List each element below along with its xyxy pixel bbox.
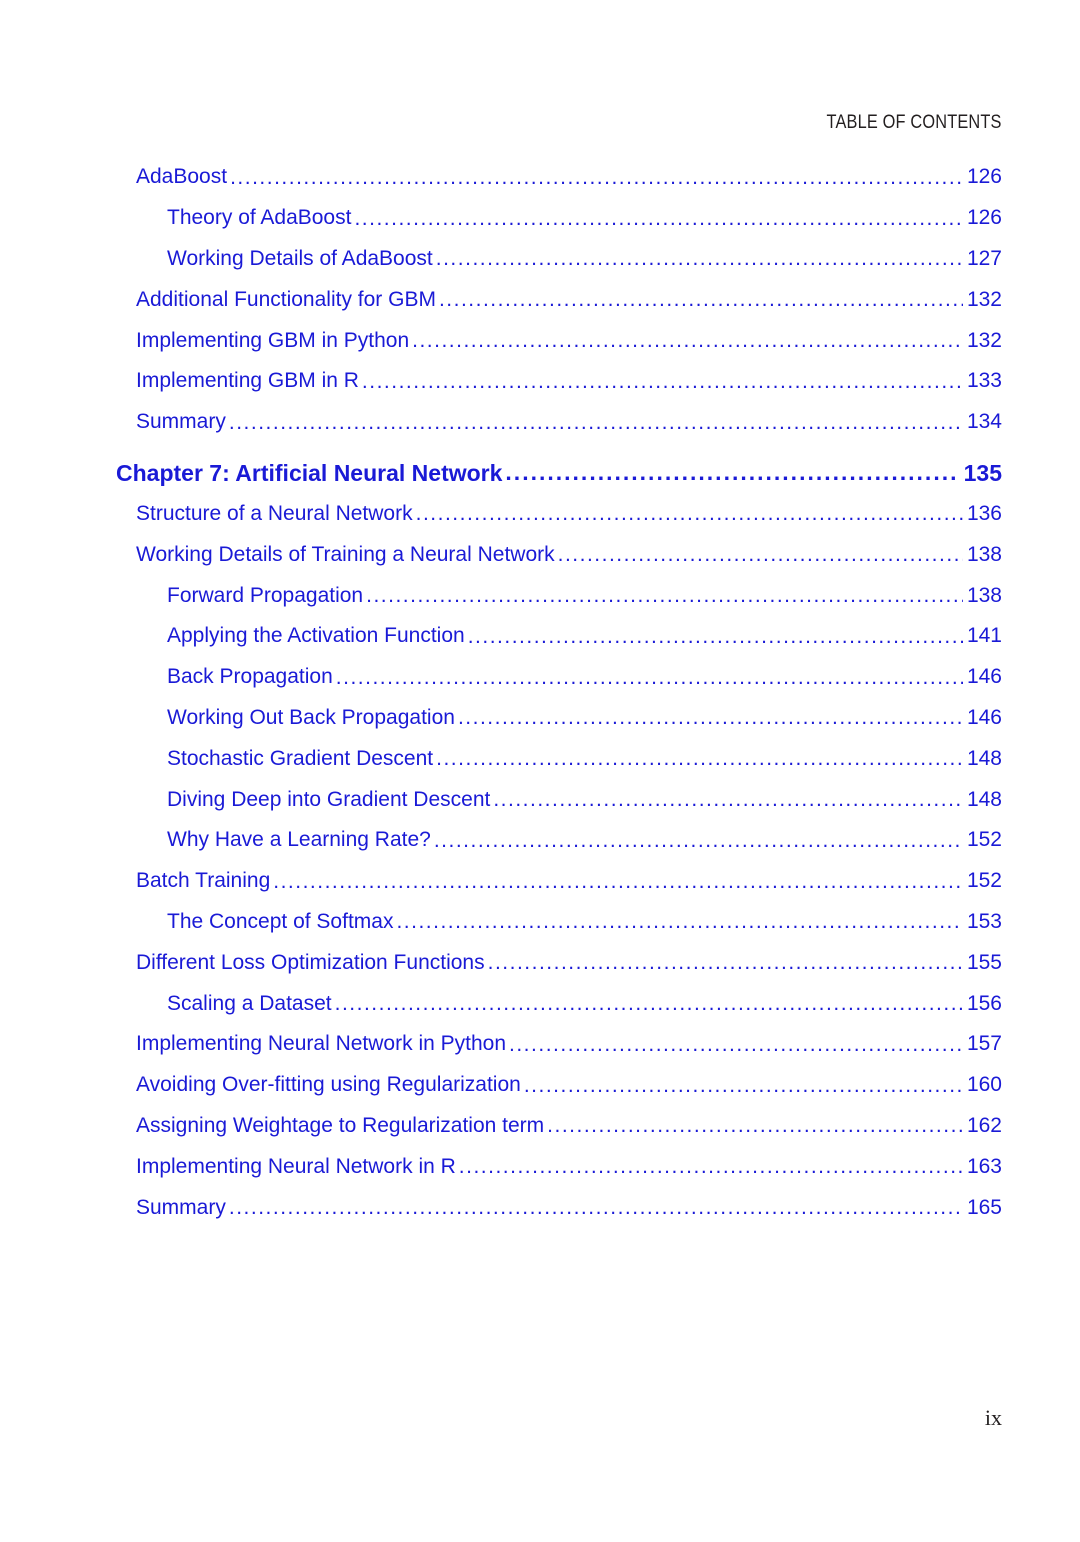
dot-leader — [459, 1155, 963, 1178]
dot-leader — [354, 207, 963, 230]
toc-entry-implementing-neural-network-in-r[interactable] — [116, 1146, 1002, 1187]
toc-entry-title: Different Loss Optimization Functions — [136, 950, 485, 974]
toc-entry-title: Working Details of AdaBoost — [167, 246, 433, 270]
toc-entry-page: 133 — [966, 369, 1002, 393]
toc-entry-title: Summary — [136, 1195, 226, 1219]
toc-entry-title: Scaling a Dataset — [167, 991, 332, 1015]
toc-entry-title: Diving Deep into Gradient Descent — [167, 787, 491, 811]
dot-leader — [336, 666, 963, 689]
toc-entry-page: 141 — [966, 624, 1002, 648]
toc-entry-title: Assigning Weightage to Regularization term — [136, 1113, 545, 1137]
toc-entry-title: Additional Functionality for GBM — [136, 287, 436, 311]
toc-entry-forward-propagation[interactable] — [116, 575, 1002, 616]
toc-entry-title: Working Details of Training a Neural Network — [136, 542, 555, 566]
toc-entry-page: 152 — [966, 869, 1002, 893]
toc-entry-page: 152 — [966, 828, 1002, 852]
toc-entry-adaboost[interactable] — [116, 157, 1002, 198]
toc-entry-scaling-a-dataset[interactable] — [116, 983, 1002, 1024]
toc-entry-page: 132 — [966, 328, 1002, 352]
toc-entry-page: 148 — [966, 746, 1002, 770]
toc-chapter-7-artificial-neural-network[interactable] — [116, 443, 1002, 494]
toc-entry-page: 160 — [966, 1073, 1002, 1097]
dot-leader — [434, 829, 963, 852]
toc-chapter-title: Chapter 7: Artificial Neural Network — [116, 459, 503, 486]
dot-leader — [509, 1033, 963, 1056]
toc-entry-structure-of-a-neural-network[interactable] — [116, 494, 1002, 535]
toc-entry-working-details-of-adaboost[interactable] — [116, 239, 1002, 280]
toc-entry-implementing-neural-network-in-python[interactable] — [116, 1024, 1002, 1065]
toc-entry-title: Implementing Neural Network in R — [136, 1154, 456, 1178]
dot-leader — [273, 870, 963, 893]
toc-entry-additional-functionality-for-gbm[interactable] — [116, 279, 1002, 320]
toc-entry-title: Implementing GBM in Python — [136, 328, 410, 352]
dot-leader — [229, 1196, 963, 1219]
toc-entry-page: 138 — [966, 583, 1002, 607]
toc-entry-working-details-of-training[interactable] — [116, 534, 1002, 575]
dot-leader — [547, 1114, 963, 1137]
toc-entry-page: 136 — [966, 501, 1002, 525]
dot-leader — [229, 411, 963, 434]
toc-entry-batch-training[interactable] — [116, 861, 1002, 902]
page-number: ix — [984, 1405, 1002, 1430]
dot-leader — [458, 706, 963, 729]
toc-entry-title: Implementing Neural Network in Python — [136, 1032, 507, 1056]
toc-entry-page: 126 — [966, 206, 1002, 230]
toc-entry-stochastic-gradient-descent[interactable] — [116, 738, 1002, 779]
dot-leader — [366, 584, 963, 607]
dot-leader — [439, 288, 963, 311]
toc-entry-title: Summary — [136, 410, 226, 434]
toc-entry-title: The Concept of Softmax — [167, 909, 394, 933]
dot-leader — [412, 329, 963, 352]
toc-entry-page: 146 — [966, 705, 1002, 729]
toc-entry-different-loss-optimization-functions[interactable] — [116, 942, 1002, 983]
toc-entry-theory-of-adaboost[interactable] — [116, 198, 1002, 239]
toc-entry-page: 132 — [966, 287, 1002, 311]
dot-leader — [558, 543, 963, 566]
toc-entry-back-propagation[interactable] — [116, 657, 1002, 698]
toc-entry-summary-chapter-7[interactable] — [116, 1187, 1002, 1228]
toc-entry-page: 146 — [966, 665, 1002, 689]
dot-leader — [524, 1074, 963, 1097]
toc-entry-title: Stochastic Gradient Descent — [167, 746, 434, 770]
toc-entry-title: AdaBoost — [136, 165, 228, 189]
toc-entry-title: Working Out Back Propagation — [167, 705, 455, 729]
dot-leader — [436, 747, 963, 770]
toc-entry-page: 165 — [966, 1195, 1002, 1219]
toc-entry-title: Avoiding Over-fitting using Regularization — [136, 1073, 521, 1097]
toc-entry-diving-deep-into-gradient-descent[interactable] — [116, 779, 1002, 820]
dot-leader — [493, 788, 963, 811]
toc-entry-summary[interactable] — [116, 402, 1002, 443]
toc-entry-title: Back Propagation — [167, 665, 333, 689]
toc-entry-implementing-gbm-in-python[interactable] — [116, 320, 1002, 361]
toc-entry-page: 156 — [966, 991, 1002, 1015]
toc-entry-page: 163 — [966, 1154, 1002, 1178]
toc-entry-page: 148 — [966, 787, 1002, 811]
toc-entry-page: 157 — [966, 1032, 1002, 1056]
dot-leader — [416, 502, 963, 525]
toc-chapter-page: 135 — [963, 459, 1002, 486]
dot-leader — [468, 625, 963, 648]
toc-entry-page: 134 — [966, 410, 1002, 434]
dot-leader — [362, 370, 963, 393]
toc-entry-applying-the-activation-function[interactable] — [116, 616, 1002, 657]
dot-leader — [230, 166, 963, 189]
dot-leader — [335, 992, 963, 1015]
toc-entry-title: Theory of AdaBoost — [167, 206, 352, 230]
dot-leader — [396, 910, 963, 933]
toc-entry-title: Applying the Activation Function — [167, 624, 465, 648]
toc-entry-working-out-back-propagation[interactable] — [116, 698, 1002, 739]
toc-entry-page: 126 — [966, 165, 1002, 189]
dot-leader — [505, 460, 959, 485]
toc-entry-title: Why Have a Learning Rate? — [167, 828, 431, 852]
toc-entry-title: Implementing GBM in R — [136, 369, 359, 393]
running-head: TABLE OF CONTENTS — [826, 112, 1002, 133]
toc-entry-the-concept-of-softmax[interactable] — [116, 902, 1002, 943]
toc-entry-title: Batch Training — [136, 869, 271, 893]
toc-entry-page: 155 — [966, 950, 1002, 974]
toc-entry-implementing-gbm-in-r[interactable] — [116, 361, 1002, 402]
toc-entry-why-have-a-learning-rate[interactable] — [116, 820, 1002, 861]
table-of-contents — [116, 157, 1002, 1228]
toc-entry-page: 153 — [966, 909, 1002, 933]
dot-leader — [488, 951, 963, 974]
toc-entry-title: Forward Propagation — [167, 583, 364, 607]
toc-entry-page: 127 — [966, 246, 1002, 270]
toc-entry-assigning-weightage[interactable] — [116, 1106, 1002, 1147]
toc-entry-page: 162 — [966, 1113, 1002, 1137]
dot-leader — [436, 247, 963, 270]
toc-entry-page: 138 — [966, 542, 1002, 566]
toc-entry-avoiding-over-fitting[interactable] — [116, 1065, 1002, 1106]
toc-entry-title: Structure of a Neural Network — [136, 501, 413, 525]
